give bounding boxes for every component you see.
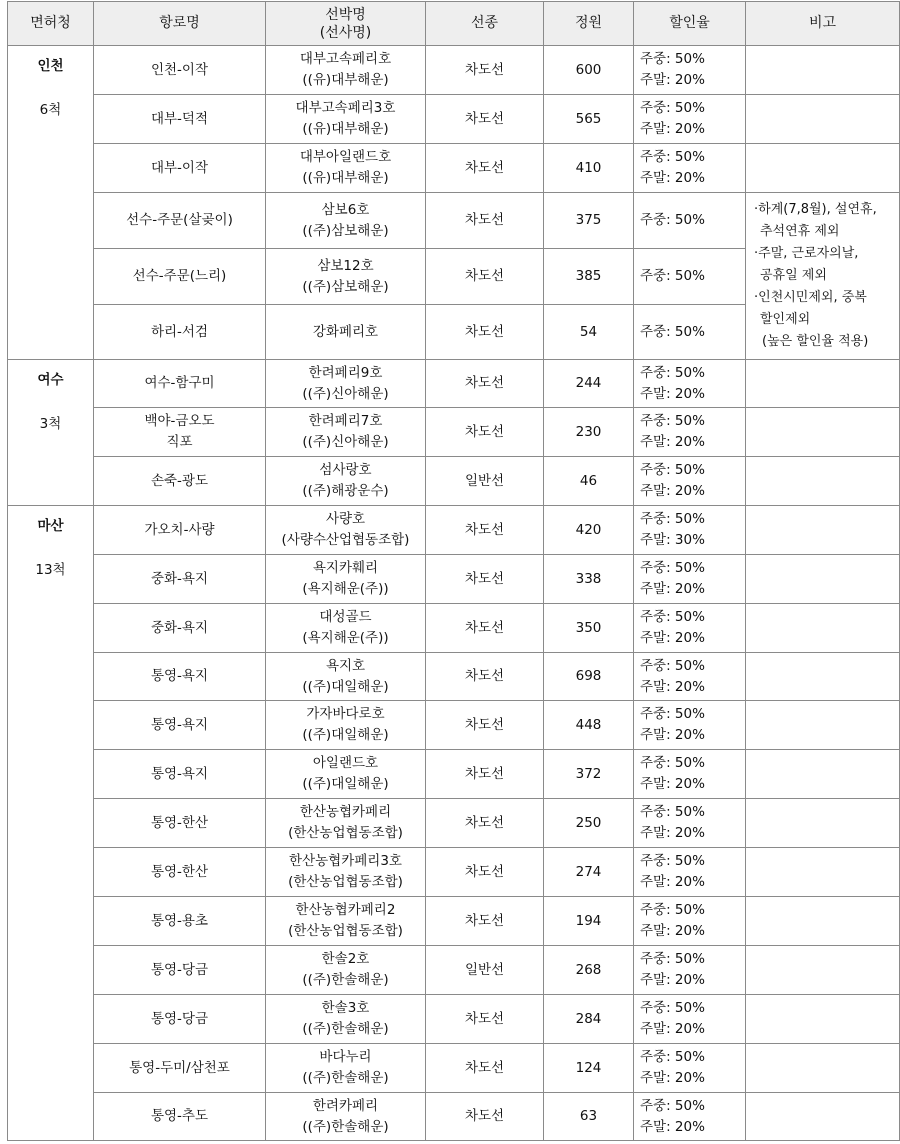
discount-weekend: 주말: 20% (640, 630, 705, 646)
discount-weekend: 주말: 20% (640, 776, 705, 792)
discount-weekday: 주중: 50% (640, 268, 705, 284)
company-name: ((주)신아해운) (302, 434, 389, 450)
header-area: 면허청 (8, 2, 94, 46)
area-cell (8, 506, 94, 1141)
discount-cell (634, 701, 746, 750)
note-cell-empty (746, 701, 900, 750)
note-cell-empty (746, 95, 900, 144)
header-capacity: 정원 (544, 2, 634, 46)
note-cell-empty (746, 653, 900, 701)
capacity: 338 (544, 555, 634, 604)
note-line: ·하계(7,8월), 설연휴, (754, 202, 877, 217)
discount-weekend: 주말: 20% (640, 72, 705, 88)
discount-weekday: 주중: 50% (640, 853, 705, 869)
discount-cell (634, 555, 746, 604)
company-name: (한산농업협동조합) (288, 825, 403, 841)
ship-cell (266, 653, 426, 701)
discount-weekday: 주중: 50% (640, 1000, 705, 1016)
note-line: ·인천시민제외, 중복 (754, 290, 867, 305)
discount-weekday: 주중: 50% (640, 657, 705, 674)
note-cell-empty (746, 46, 900, 95)
discount-weekend: 주말: 20% (640, 483, 705, 499)
ship-name: 한솔2호 (321, 951, 370, 967)
discount-weekend: 주말: 20% (640, 581, 705, 597)
discount-cell (634, 653, 746, 701)
ship-type: 일반선 (426, 946, 544, 995)
ship-type: 차도선 (426, 408, 544, 457)
ship-name: 대부고속페리호 (299, 51, 392, 67)
route-cell (94, 604, 266, 653)
route-name: 대부-덕적 (150, 110, 209, 127)
capacity: 63 (544, 1093, 634, 1141)
ship-name: 대부아일랜드호 (299, 149, 392, 165)
route-cell (94, 995, 266, 1044)
ship-cell (266, 848, 426, 897)
ship-cell (266, 897, 426, 946)
route-name: 중화-욕지 (150, 570, 209, 587)
ship-cell (266, 457, 426, 506)
company-name: ((주)한솔해운) (302, 972, 389, 988)
discount-weekday: 주중: 50% (640, 1049, 705, 1065)
ship-cell (266, 46, 426, 95)
ship-type: 차도선 (426, 46, 544, 95)
discount-cell (634, 946, 746, 995)
route-name: 하리-서검 (150, 323, 209, 340)
discount-weekday: 주중: 50% (640, 706, 705, 722)
company-name: (욕지해운(주)) (302, 630, 389, 646)
note-cell-empty (746, 848, 900, 897)
route-cell (94, 144, 266, 193)
ship-type: 차도선 (426, 95, 544, 144)
route-cell (94, 897, 266, 946)
route-name: 가오치-사량 (144, 521, 215, 538)
ferry-discount-table-wrapper (7, 1, 900, 1141)
area-name: 인천 (37, 58, 64, 74)
discount-cell (634, 995, 746, 1044)
discount-cell (634, 750, 746, 799)
ship-type: 차도선 (426, 995, 544, 1044)
capacity: 250 (544, 799, 634, 848)
discount-weekday: 주중: 50% (640, 804, 705, 820)
discount-weekday: 주중: 50% (640, 51, 705, 67)
capacity: 284 (544, 995, 634, 1044)
ship-name: 한려페리7호 (308, 413, 383, 429)
discount-cell (634, 1044, 746, 1093)
company-name: ((주)신아해운) (302, 385, 389, 402)
table-row (8, 848, 900, 897)
note-cell-empty (746, 750, 900, 799)
capacity: 420 (544, 506, 634, 555)
route-name: 통영-용초 (150, 912, 209, 929)
table-row (8, 604, 900, 653)
ship-type: 차도선 (426, 249, 544, 305)
route-cell (94, 799, 266, 848)
route-cell (94, 750, 266, 799)
company-name: ((주)대일해운) (302, 678, 389, 695)
route-name: 통영-한산 (150, 863, 209, 880)
capacity: 274 (544, 848, 634, 897)
ship-name: 바다누리 (319, 1049, 372, 1065)
route-name: 대부-이작 (150, 159, 209, 176)
capacity: 54 (544, 305, 634, 360)
capacity: 46 (544, 457, 634, 506)
capacity: 410 (544, 144, 634, 193)
discount-weekend: 주말: 20% (640, 170, 705, 186)
ship-cell (266, 701, 426, 750)
discount-cell (634, 249, 746, 305)
capacity: 565 (544, 95, 634, 144)
area-cell (8, 46, 94, 360)
ship-name: 한솔3호 (321, 1000, 370, 1016)
note-cell-empty (746, 360, 900, 408)
table-row (8, 506, 900, 555)
route-cell (94, 305, 266, 360)
area-cell (8, 360, 94, 506)
ferry-discount-table (7, 1, 900, 1141)
discount-cell (634, 604, 746, 653)
capacity: 385 (544, 249, 634, 305)
company-name: ((주)해광운수) (302, 483, 389, 499)
discount-weekend: 주말: 20% (640, 825, 705, 841)
discount-cell (634, 799, 746, 848)
ship-type: 차도선 (426, 305, 544, 360)
table-row (8, 799, 900, 848)
ship-type: 차도선 (426, 653, 544, 701)
ship-name: 대성골드 (319, 609, 372, 625)
route-name: 통영-당금 (150, 961, 209, 978)
ship-type: 차도선 (426, 193, 544, 249)
discount-cell (634, 1093, 746, 1141)
route-name: 선수-주문(살곶이) (126, 212, 233, 228)
capacity: 230 (544, 408, 634, 457)
route-name: 통영-욕지 (150, 716, 209, 733)
discount-weekday: 주중: 50% (640, 462, 705, 478)
discount-weekday: 주중: 50% (640, 560, 705, 576)
route-name: 통영-욕지 (150, 765, 209, 782)
ship-name: 한산농협카페리2 (295, 902, 396, 918)
discount-weekday: 주중: 50% (640, 323, 705, 340)
route-cell (94, 408, 266, 457)
company-name: (사량수산업협동조합) (281, 532, 410, 548)
company-name: ((주)한솔해운) (302, 1118, 389, 1135)
capacity: 268 (544, 946, 634, 995)
area-name: 여수 (37, 372, 64, 388)
ship-name: 강화페리호 (312, 323, 379, 340)
discount-cell (634, 457, 746, 506)
table-row (8, 360, 900, 408)
ship-name: 섬사랑호 (319, 462, 372, 478)
area-name: 마산 (37, 518, 64, 534)
note-cell-empty (746, 555, 900, 604)
table-body (8, 46, 900, 1141)
ship-cell (266, 305, 426, 360)
capacity: 244 (544, 360, 634, 408)
discount-cell (634, 95, 746, 144)
capacity: 375 (544, 193, 634, 249)
capacity: 350 (544, 604, 634, 653)
table-row (8, 144, 900, 193)
note-cell-empty (746, 995, 900, 1044)
route-name: 선수-주문(느리) (132, 268, 227, 284)
route-name: 손죽-광도 (150, 472, 209, 489)
discount-weekend: 주말: 20% (640, 727, 705, 743)
company-name: ((유)대부해운) (302, 170, 389, 186)
ship-name: 사량호 (325, 511, 366, 527)
ship-cell (266, 1093, 426, 1141)
table-row (8, 95, 900, 144)
route-cell (94, 555, 266, 604)
note-line: 공휴일 제외 (760, 268, 827, 283)
header-ship (266, 2, 426, 46)
discount-cell (634, 408, 746, 457)
discount-weekend: 주말: 20% (640, 434, 705, 450)
route-cell (94, 848, 266, 897)
note-cell-empty (746, 1044, 900, 1093)
route-name: 백야-금오도 (144, 413, 215, 429)
table-row (8, 653, 900, 701)
area-ship-count: 3척 (39, 416, 62, 432)
route-name: 통영-두미/삼천포 (129, 1059, 230, 1076)
note-cell-empty (746, 897, 900, 946)
route-name: 여수-함구미 (144, 375, 215, 391)
discount-weekday: 주중: 50% (640, 100, 705, 116)
capacity: 698 (544, 653, 634, 701)
ship-cell (266, 799, 426, 848)
discount-weekend: 주말: 20% (640, 1070, 705, 1086)
area-ship-count: 13척 (35, 562, 66, 578)
capacity: 372 (544, 750, 634, 799)
ship-cell (266, 1044, 426, 1093)
discount-weekday: 주중: 50% (640, 755, 705, 771)
note-cell-empty (746, 506, 900, 555)
discount-cell (634, 305, 746, 360)
company-name: (욕지해운(주)) (302, 581, 389, 597)
discount-weekend: 주말: 30% (640, 532, 705, 548)
route-cell (94, 457, 266, 506)
ship-cell (266, 249, 426, 305)
table-row (8, 1093, 900, 1141)
discount-weekend: 주말: 20% (640, 678, 705, 695)
ship-type: 차도선 (426, 144, 544, 193)
note-line: (높은 할인율 적용) (762, 334, 869, 349)
route-cell (94, 946, 266, 995)
route-name: 통영-한산 (150, 814, 209, 831)
table-row (8, 946, 900, 995)
discount-cell (634, 360, 746, 408)
route-name: 중화-욕지 (150, 619, 209, 636)
capacity: 600 (544, 46, 634, 95)
note-cell (746, 193, 900, 360)
route-cell (94, 193, 266, 249)
discount-weekday: 주중: 50% (640, 951, 705, 967)
route-cell (94, 701, 266, 750)
table-row (8, 46, 900, 95)
note-line: 추석연휴 제외 (760, 224, 840, 239)
ship-type: 차도선 (426, 555, 544, 604)
route-name: 통영-당금 (150, 1010, 209, 1027)
company-name: (한산농업협동조합) (288, 923, 403, 939)
ship-type: 차도선 (426, 1044, 544, 1093)
ship-cell (266, 604, 426, 653)
ship-type: 차도선 (426, 360, 544, 408)
table-row (8, 897, 900, 946)
ship-cell (266, 750, 426, 799)
company-name: ((주)한솔해운) (302, 1021, 389, 1037)
discount-weekday: 주중: 50% (640, 149, 705, 165)
route-cell (94, 95, 266, 144)
note-cell-empty (746, 457, 900, 506)
ship-type: 차도선 (426, 1093, 544, 1141)
route-cell (94, 46, 266, 95)
note-cell-empty (746, 1093, 900, 1141)
table-row (8, 750, 900, 799)
route-cell (94, 506, 266, 555)
area-ship-count: 6척 (39, 102, 62, 118)
ship-name: 한려카페리 (312, 1097, 379, 1114)
capacity: 124 (544, 1044, 634, 1093)
discount-weekend: 주말: 20% (640, 385, 705, 402)
route-name: 통영-추도 (150, 1108, 209, 1124)
discount-cell (634, 848, 746, 897)
table-row (8, 408, 900, 457)
ship-name: 욕지호 (325, 657, 366, 674)
discount-weekend: 주말: 20% (640, 874, 705, 890)
route-name-cont: 직포 (166, 434, 193, 450)
header-ship-line2: (선사명) (319, 24, 372, 41)
discount-weekend: 주말: 20% (640, 923, 705, 939)
company-name: ((유)대부해운) (302, 72, 389, 88)
capacity: 448 (544, 701, 634, 750)
discount-weekday: 주중: 50% (640, 413, 705, 429)
note-line: 할인제외 (760, 312, 811, 327)
route-cell (94, 1044, 266, 1093)
ship-type: 일반선 (426, 457, 544, 506)
ship-name: 가자바다로호 (306, 706, 385, 722)
route-cell (94, 653, 266, 701)
ship-cell (266, 506, 426, 555)
route-name: 통영-욕지 (150, 668, 209, 684)
ship-type: 차도선 (426, 701, 544, 750)
discount-weekend: 주말: 20% (640, 121, 705, 137)
discount-cell (634, 193, 746, 249)
ship-name: 아일랜드호 (312, 755, 379, 771)
discount-weekday: 주중: 50% (640, 212, 705, 228)
ship-cell (266, 995, 426, 1044)
ship-name: 삼보12호 (317, 257, 374, 274)
company-name: ((주)대일해운) (302, 776, 389, 792)
ship-cell (266, 144, 426, 193)
route-cell (94, 249, 266, 305)
discount-cell (634, 506, 746, 555)
company-name: ((주)삼보해운) (302, 278, 389, 295)
ship-name: 한려페리9호 (308, 364, 383, 381)
note-cell-empty (746, 144, 900, 193)
table-row (8, 555, 900, 604)
discount-weekday: 주중: 50% (640, 364, 705, 381)
header-row (8, 2, 900, 46)
ship-type: 차도선 (426, 604, 544, 653)
ship-cell (266, 946, 426, 995)
ship-type: 차도선 (426, 750, 544, 799)
capacity: 194 (544, 897, 634, 946)
company-name: ((유)대부해운) (302, 121, 389, 137)
table-row (8, 457, 900, 506)
table-row (8, 701, 900, 750)
route-name: 인천-이작 (150, 61, 209, 78)
ship-cell (266, 360, 426, 408)
ship-type: 차도선 (426, 506, 544, 555)
discount-weekend: 주말: 20% (640, 1118, 705, 1135)
note-line: ·주말, 근로자의날, (754, 246, 859, 261)
discount-weekend: 주말: 20% (640, 1021, 705, 1037)
company-name: ((주)대일해운) (302, 727, 389, 743)
header-ship-line1: 선박명 (325, 6, 366, 23)
ship-name: 대부고속페리3호 (295, 100, 396, 116)
ship-cell (266, 408, 426, 457)
route-cell (94, 360, 266, 408)
note-cell-empty (746, 604, 900, 653)
ship-cell (266, 555, 426, 604)
discount-weekday: 주중: 50% (640, 511, 705, 527)
note-cell-empty (746, 799, 900, 848)
header-discount: 할인율 (634, 2, 746, 46)
header-note: 비고 (746, 2, 900, 46)
header-type: 선종 (426, 2, 544, 46)
discount-cell (634, 46, 746, 95)
ship-type: 차도선 (426, 848, 544, 897)
table-row (8, 995, 900, 1044)
company-name: (한산농업협동조합) (288, 874, 403, 890)
table-row (8, 1044, 900, 1093)
discount-cell (634, 144, 746, 193)
note-cell-empty (746, 946, 900, 995)
header-route: 항로명 (94, 2, 266, 46)
discount-weekday: 주중: 50% (640, 609, 705, 625)
table-row (8, 193, 900, 249)
discount-weekend: 주말: 20% (640, 972, 705, 988)
ship-cell (266, 95, 426, 144)
route-cell (94, 1093, 266, 1141)
ship-cell (266, 193, 426, 249)
discount-cell (634, 897, 746, 946)
ship-type: 차도선 (426, 799, 544, 848)
ship-name: 삼보6호 (321, 201, 370, 218)
company-name: ((주)한솔해운) (302, 1070, 389, 1086)
discount-weekday: 주중: 50% (640, 1097, 705, 1114)
ship-name: 욕지카훼리 (312, 560, 379, 576)
ship-name: 한산농협카페리 (299, 804, 392, 820)
ship-name: 한산농협카페리3호 (289, 853, 402, 869)
discount-weekday: 주중: 50% (640, 902, 705, 918)
note-cell-empty (746, 408, 900, 457)
ship-type: 차도선 (426, 897, 544, 946)
company-name: ((주)삼보해운) (302, 222, 389, 239)
